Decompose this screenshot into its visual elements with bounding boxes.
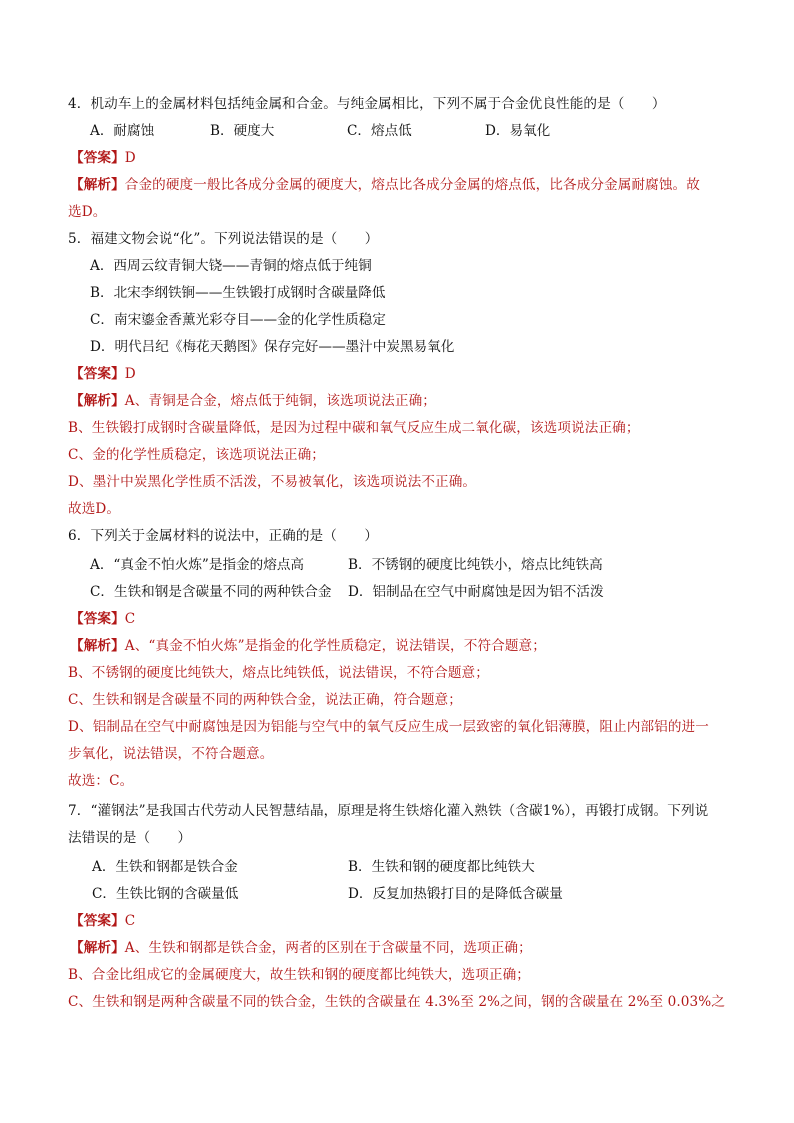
- question-5-option-a: A．西周云纹青铜大铙——青铜的熔点低于纯铜: [90, 258, 372, 274]
- question-6-analysis-line-3: C、生铁和钢是含碳量不同的两种铁合金，说法正确，符合题意；: [68, 692, 462, 708]
- question-5-answer: [70, 365, 136, 383]
- question-7-option-a: A．生铁和钢都是铁合金: [92, 859, 238, 875]
- question-6-option-c: C．生铁和钢是含碳量不同的两种铁合金: [90, 584, 332, 600]
- question-5-analysis-line-1: 【解析】A、青铜是合金，熔点低于纯铜，该选项说法正确；: [70, 393, 436, 409]
- question-4-analysis-line-2: 选D。: [68, 204, 107, 220]
- question-4-option-b: B．硬度大: [210, 123, 275, 139]
- question-6-answer: [70, 610, 135, 628]
- question-6-option-d: D．铝制品在空气中耐腐蚀是因为铝不活泼: [348, 584, 604, 600]
- question-5-analysis-line-5: 故选D。: [68, 501, 121, 517]
- question-7-option-d: D．反复加热锻打目的是降低含碳量: [348, 886, 563, 902]
- analysis-label: 【解析】: [70, 638, 125, 654]
- analysis-label: 【解析】: [70, 393, 125, 409]
- answer-label: 【答案】: [70, 150, 125, 166]
- question-6-analysis-line-4: D、铝制品在空气中耐腐蚀是因为铝能与空气中的氧气反应生成一层致密的氧化铝薄膜，阻止内部铝的进一: [68, 719, 709, 735]
- question-4-stem: 4．机动车上的金属材料包括纯金属和合金。与纯金属相比，下列不属于合金优良性能的是（ ）: [68, 96, 666, 112]
- question-4-option-c: C．熔点低: [347, 123, 412, 139]
- question-4-option-a: A．耐腐蚀: [90, 123, 155, 139]
- question-6-stem: 6．下列关于金属材料的说法中，正确的是（ ）: [68, 528, 379, 544]
- question-6-analysis-line-2: B、不锈钢的硬度比纯铁大，熔点比纯铁低，说法错误，不符合题意；: [68, 665, 489, 681]
- answer-label: 【答案】: [70, 611, 125, 627]
- question-6-option-a: A．“真金不怕火炼”是指金的熔点高: [90, 557, 305, 573]
- question-4-option-d: D．易氧化: [485, 123, 551, 139]
- question-7-option-b: B．生铁和钢的硬度都比纯铁大: [348, 859, 535, 875]
- answer-value: C: [124, 913, 136, 929]
- question-7-stem-continued: 法错误的是（ ）: [68, 830, 192, 846]
- analysis-label: 【解析】: [70, 940, 125, 956]
- question-5-analysis-line-3: C、金的化学性质稳定，该选项说法正确；: [68, 447, 325, 463]
- answer-value: D: [124, 366, 136, 382]
- question-6-analysis-line-1: 【解析】A、“真金不怕火炼”是指金的化学性质稳定，说法错误，不符合题意；: [70, 638, 546, 654]
- question-5-option-b: B．北宋李纲铁锏——生铁锻打成钢时含碳量降低: [90, 285, 386, 301]
- question-5-analysis-line-4: D、墨汁中炭黑化学性质不活泼，不易被氧化，该选项说法不正确。: [68, 474, 477, 490]
- question-6-analysis-line-5: 步氧化，说法错误，不符合题意。: [68, 746, 274, 762]
- question-5-analysis-line-2: B、生铁锻打成钢时含碳量降低，是因为过程中碳和氧气反应生成二氧化碳，该选项说法正确；: [68, 420, 640, 436]
- question-7-analysis-line-1: 【解析】A、生铁和钢都是铁合金，两者的区别在于含碳量不同，选项正确；: [70, 940, 532, 956]
- answer-value: C: [124, 611, 136, 627]
- question-7-option-c: C．生铁比钢的含碳量低: [92, 886, 239, 902]
- analysis-label: 【解析】: [70, 177, 125, 193]
- question-7-analysis-line-2: B、合金比组成它的金属硬度大，故生铁和钢的硬度都比纯铁大，选项正确；: [68, 967, 530, 983]
- question-5-option-c: C．南宋鎏金香薰光彩夺目——金的化学性质稳定: [90, 312, 386, 328]
- question-7-stem: 7．“灌钢法”是我国古代劳动人民智慧结晶，原理是将生铁熔化灌入熟铁（含碳1%），再锻打成钢。下列说: [68, 803, 709, 819]
- answer-label: 【答案】: [70, 913, 125, 929]
- question-7-answer: [70, 912, 135, 930]
- question-7-analysis-line-3: C、生铁和钢是两种含碳量不同的铁合金，生铁的含碳量在 4.3%至 2%之间，钢的含碳量在 2%至 0.03%之: [68, 994, 726, 1010]
- answer-label: 【答案】: [70, 366, 125, 382]
- question-6-option-b: B．不锈钢的硬度比纯铁小，熔点比纯铁高: [348, 557, 603, 573]
- question-5-stem: 5．福建文物会说“化”。下列说法错误的是（ ）: [68, 231, 379, 247]
- question-4-analysis-line-1: 【解析】合金的硬度一般比各成分金属的硬度大，熔点比各成分金属的熔点低，比各成分金属耐腐蚀。故: [70, 177, 700, 193]
- question-6-analysis-line-6: 故选：C。: [68, 773, 134, 789]
- answer-value: D: [124, 150, 136, 166]
- question-4-answer: [70, 149, 136, 167]
- question-5-option-d: D．明代吕纪《梅花天鹅图》保存完好——墨汁中炭黑易氧化: [90, 339, 455, 355]
